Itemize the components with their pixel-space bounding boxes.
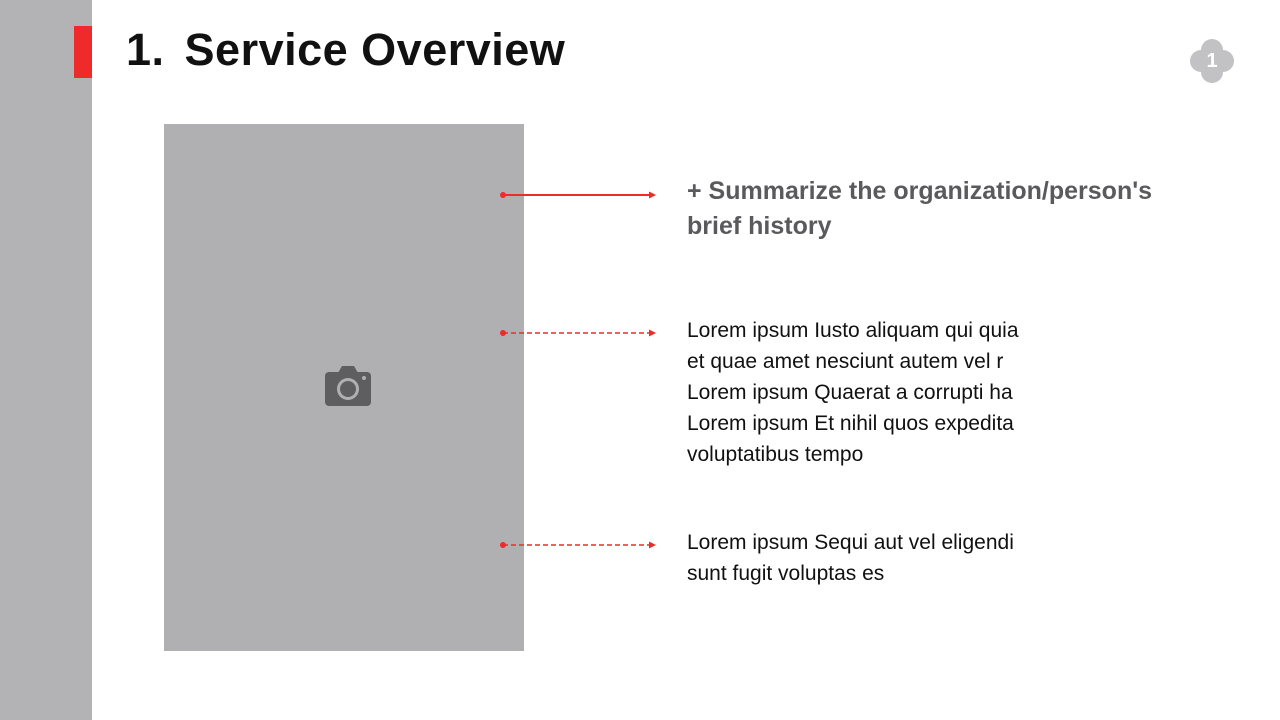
text-line: Lorem ipsum Et nihil quos expedita — [687, 412, 1014, 435]
text-line: et quae amet nesciunt autem vel r — [687, 350, 1004, 373]
text-line: Lorem ipsum Quaerat a corrupti ha — [687, 381, 1013, 404]
page-number: 1 — [1206, 50, 1218, 72]
callout-body-1 — [687, 315, 1087, 470]
text-line: Lorem ipsum Sequi aut vel eligendi — [687, 531, 1014, 554]
text-line: Lorem ipsum Iusto aliquam qui quia — [687, 319, 1019, 342]
connector-dashed-2 — [500, 542, 656, 549]
text-line: sunt fugit voluptas es — [687, 562, 885, 585]
text-line: voluptatibus tempo — [687, 443, 864, 466]
connector-solid — [500, 192, 656, 199]
callout-body-2 — [687, 527, 1087, 589]
slide-title-text: Service Overview — [184, 24, 566, 75]
connector-dashed-1 — [500, 330, 656, 337]
callout-heading: + Summarize the organization/person's brief history — [687, 177, 1153, 240]
slide-title-number: 1. — [126, 24, 165, 75]
